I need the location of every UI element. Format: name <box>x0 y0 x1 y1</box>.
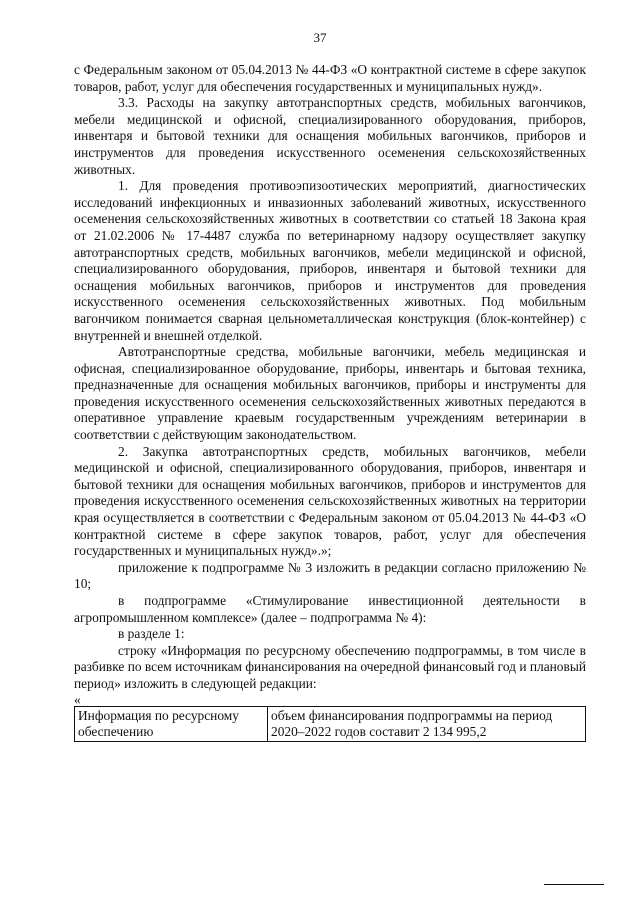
paragraph-item-2: 2. Закупка автотранспортных средств, мобильных вагончиков, мебели медицинской и офисной, специализированного оборудования, приборов, инвентаря и бытовой техники для оснащения мобильных вагончиков, приборов и инструментов для проведения искусственного осеменения сельскохозяйственных животных на территории края осуществляется в соответствии с Федеральным законом от 05.04.2013 № 44-ФЗ «О контрактной системе в сфере закупок товаров, работ, услуг для обеспечения государственных и муниципальных нужд».»; <box>74 443 586 559</box>
paragraph-section-3-3: 3.3. Расходы на закупку автотранспортных средств, мобильных вагончиков, мебели медицинской и офисной, специализированного оборудования, приборов, инвентаря и бытовой техники для оснащения мобильных вагончиков, приборов и инструментов для проведения искусственного осеменения сельскохозяйственных животных. <box>74 95 586 177</box>
resource-info-table <box>74 706 586 742</box>
paragraph-law-reference: с Федеральным законом от 05.04.2013 № 44-ФЗ «О контрактной системе в сфере закупок товаров, работ, услуг для обеспечения государственных и муниципальных нужд». <box>74 62 586 94</box>
document-body <box>74 62 586 742</box>
paragraph-vehicles: Автотранспортные средства, мобильные вагончики, мебель медицинская и офисная, специализированное оборудование, приборы, инвентарь и бытовая техника, предназначенные для оснащения мобильных вагончиков, приборы и инструменты для проведения искусственного осеменения сельскохозяйственных животных передаются в оперативное управление краевым государственным учреждениям ветеринарии в соответствии с действующим законодательством. <box>74 344 586 443</box>
table-cell-label: Информация по ресурсному обеспечению <box>75 706 268 741</box>
table-cell-value: объем финансирования подпрограммы на период 2020–2022 годов составит 2 134 995,2 <box>268 706 586 741</box>
open-quote-mark: « <box>74 691 81 707</box>
footer-divider <box>544 884 604 885</box>
paragraph-appendix: приложение к подпрограмме № 3 изложить в редакции согласно приложению № 10; <box>74 559 586 592</box>
paragraph-item-1: 1. Для проведения противоэпизоотических мероприятий, диагностических исследований инфекционных и инвазионных заболеваний животных, искусственного осеменения сельскохозяйственных животных в соответствии со статьей 18 Закона края от 21.02.2006 № 17-4487 служба по ветеринарному надзору осуществляет закупку автотранспортных средств, мобильных вагончиков, мебели медицинской и офисной, специализированного оборудования, приборов, инвентаря и бытовой техники для оснащения мобильных вагончиков, приборов и инструментов для проведения искусственного осеменения сельскохозяйственных животных. Под мобильным вагончиком понимается сварная цельнометаллическая конструкция (блок-контейнер) с внутренней и внешней отделкой. <box>74 178 586 343</box>
page-number: 37 <box>313 30 327 45</box>
paragraph-section-1: в разделе 1: <box>118 626 185 642</box>
paragraph-row-instruction: строку «Информация по ресурсному обеспечению подпрограммы, в том числе в разбивке по всем источникам финансирования на очередной финансовый год и плановый период» изложить в следующей редакции: <box>74 642 586 691</box>
table-row <box>75 706 586 741</box>
paragraph-subprogram-4: в подпрограмме «Стимулирование инвестиционной деятельности в агропромышленном комплексе» (далее – подпрограмма № 4): <box>74 593 586 625</box>
